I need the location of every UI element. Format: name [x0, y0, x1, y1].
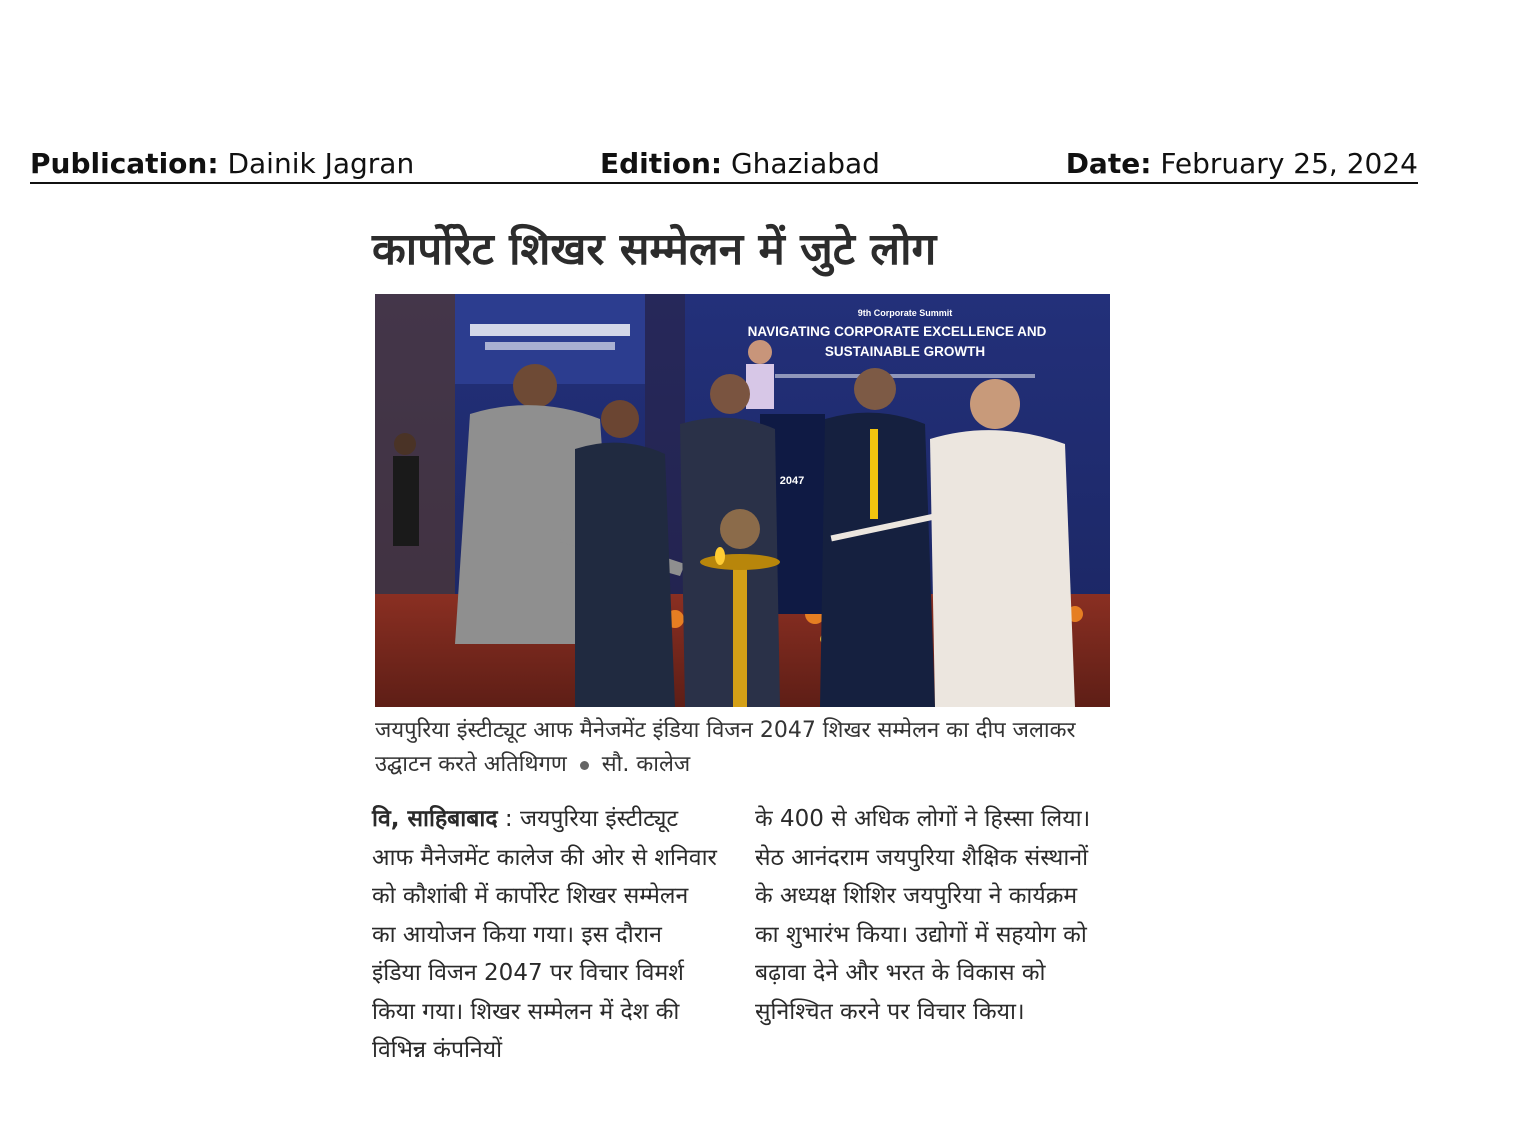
edition-label: Edition:: [599, 147, 723, 180]
caption-text: जयपुरिया इंस्टीट्यूट आफ मैनेजमेंट इंडिया विजन 2047 शिखर सम्मेलन का दीप जलाकर उद्घाटन करते अतिथिगण: [375, 718, 1076, 777]
guest-1: [513, 364, 557, 408]
guest-2: [601, 400, 639, 438]
dateline-separator: :: [504, 806, 520, 832]
publication-field: [30, 146, 414, 182]
article-body-right-column: [755, 800, 1100, 1031]
lamp-lighting-photo: [375, 294, 1110, 707]
date-field: [1066, 146, 1418, 182]
banner-line-2: SUSTAINABLE GROWTH: [824, 344, 986, 359]
date-label: Date:: [1065, 147, 1152, 180]
edition-value: Ghaziabad: [730, 147, 880, 180]
publication-value: Dainik Jagran: [227, 147, 415, 180]
banner-line-1: NAVIGATING CORPORATE EXCELLENCE AND: [747, 324, 1047, 339]
body-left-text: जयपुरिया इंस्टीट्यूट आफ मैनेजमेंट कालेज की ओर से शनिवार को कौशांबी में कार्पोरेट शिखर सम्मेलन का आयोजन किया गया। इस दौरान इंडिया विजन 2047 पर विचार विमर्श किया गया। शिखर सम्मेलन में देश की विभिन्न कंपनियों: [372, 806, 717, 1063]
guest-5: [970, 379, 1020, 429]
article-headline: कार्पोरेट शिखर सम्मेलन में जुटे लोग: [372, 224, 937, 275]
stand-year: 2047: [779, 475, 805, 487]
photo-caption: [375, 714, 1095, 782]
guest-3: [710, 374, 750, 414]
banner-small-text: 9th Corporate Summit: [857, 308, 953, 318]
publication-meta-bar: [30, 142, 1418, 184]
diya-lamp: [733, 564, 747, 707]
article-dateline: वि, साहिबाबाद: [372, 806, 498, 832]
date-value: February 25, 2024: [1160, 147, 1418, 180]
body-right-text: के 400 से अधिक लोगों ने हिस्सा लिया। सेठ आनंदराम जयपुरिया शैक्षिक संस्थानों के अध्यक्ष शिशिर जयपुरिया ने कार्यक्रम का शुभारंभ किया। उद्योगों में सहयोग को बढ़ावा देने और भरत के विकास को सुनिश्चित करने पर विचार किया।: [755, 806, 1091, 1025]
caption-bullet-icon: [580, 761, 589, 770]
article-photo: [375, 294, 1110, 707]
article-body-left-column: [372, 800, 717, 1070]
edition-field: [600, 146, 880, 182]
publication-label: Publication:: [30, 147, 219, 180]
guest-4: [854, 368, 896, 410]
caption-credit: सौ. कालेज: [601, 752, 691, 777]
